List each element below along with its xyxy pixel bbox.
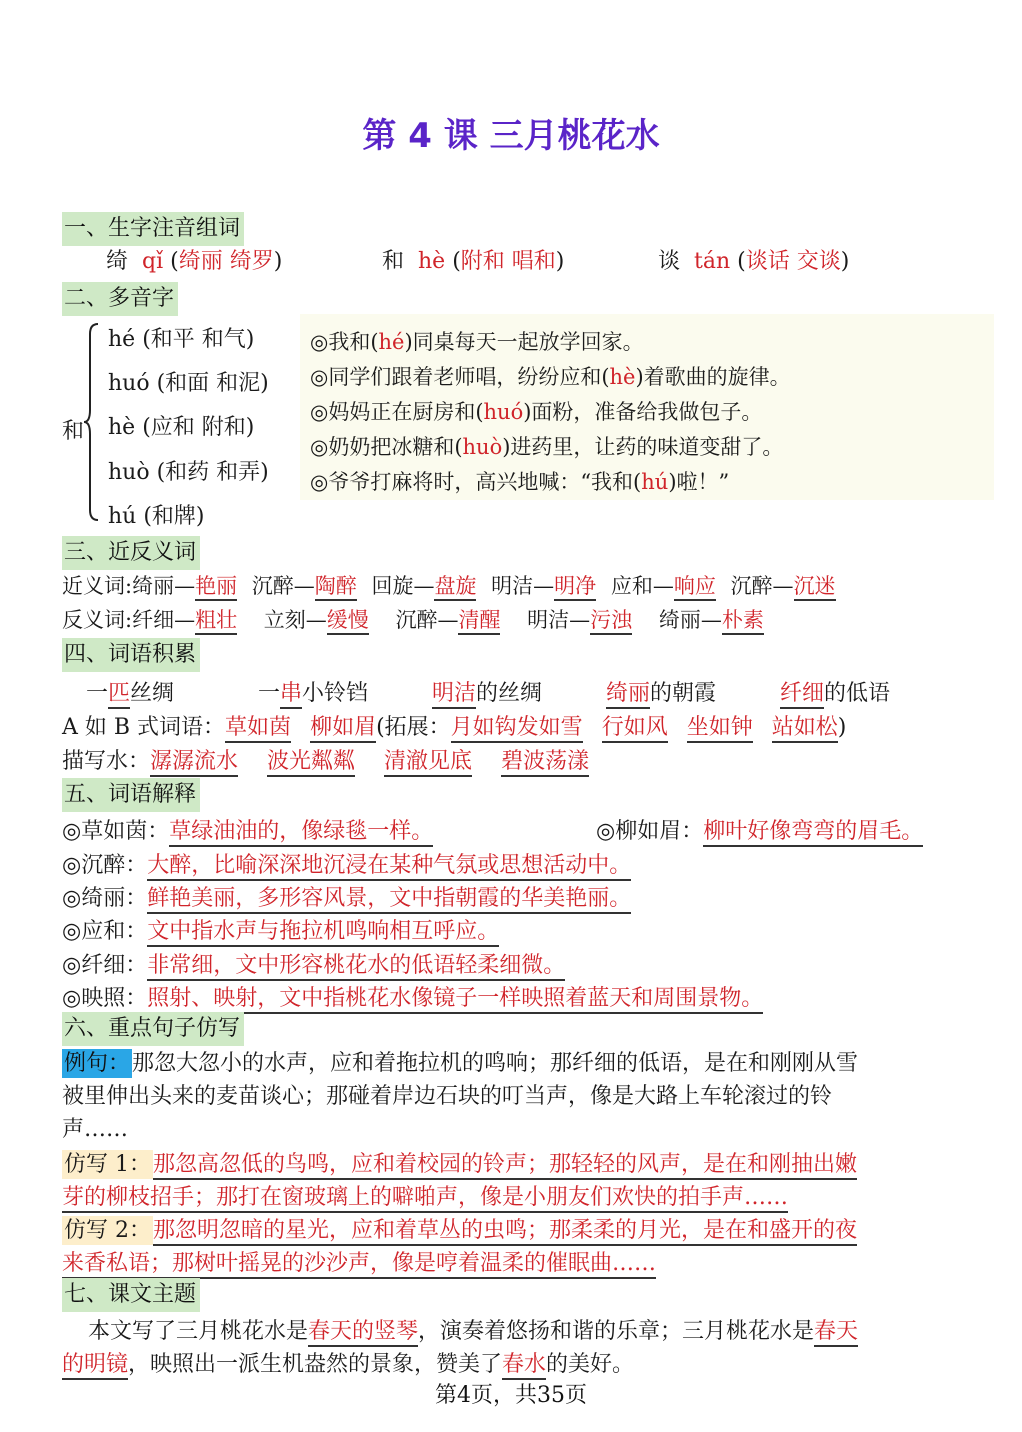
abb-line: A 如 B 式词语：草如茵 柳如眉(拓展：月如钩发如雪 行如风 坐如钟 站如松) xyxy=(62,712,846,744)
zhuti-line-1: 本文写了三月桃花水是春天的竖琴，演奏着悠扬和谐的乐章；三月桃花水是春天 xyxy=(88,1314,858,1345)
jieshi-item-7: ◎映照：照射、映射，文中指桃花水像镜子一样映照着蓝天和周围景物。 xyxy=(62,981,763,1012)
jilei-item-4: 绮丽的朝霞 xyxy=(606,676,716,707)
shengzi-item-2: 和 hè (附和 唱和) xyxy=(382,249,565,274)
duoyin-reading-4: huò (和药 和弄) xyxy=(108,460,269,485)
section-heading-1: 一、生字注音组词 xyxy=(62,212,244,246)
jieshi-item-3: ◎沉醉：大醉，比喻深深地沉浸在某种气氛或思想活动中。 xyxy=(62,848,631,879)
jilei-item-3: 明洁的丝绸 xyxy=(432,676,542,707)
example-line-1: 例句：那忽大忽小的水声，应和着拖拉机的鸣响；那纤细的低语，是在和刚刚从雪 xyxy=(64,1051,859,1076)
section-heading-6: 六、重点句子仿写 xyxy=(62,1012,244,1046)
section-heading-3: 三、近反义词 xyxy=(62,536,200,570)
section-heading-5: 五、词语解释 xyxy=(62,778,200,812)
page-footer: 第4页，共35页 xyxy=(435,1383,587,1408)
jieshi-item-1: ◎草如茵：草绿油油的，像绿毯一样。 xyxy=(62,814,433,845)
example-tag: 例句： xyxy=(64,1051,131,1076)
jieshi-item-6: ◎纤细：非常细，文中形容桃花水的低语轻柔细微。 xyxy=(62,948,565,979)
example-line-2: 被里伸出头来的麦苗谈心；那碰着岸边石块的叮当声，像是大路上车轮滚过的铃 xyxy=(62,1084,833,1109)
duoyin-sentence-2: ◎同学们跟着老师唱，纷纷应和(hè)着歌曲的旋律。 xyxy=(310,365,791,389)
section-heading-4: 四、词语积累 xyxy=(62,638,200,672)
shengzi-item-1: 绮 qǐ (绮丽 绮罗) xyxy=(106,249,283,274)
jieshi-item-2: ◎柳如眉：柳叶好像弯弯的眉毛。 xyxy=(596,814,923,845)
duoyin-reading-2: huó (和面 和泥) xyxy=(108,371,269,396)
water-line: 描写水：潺潺流水 波光粼粼 清澈见底 碧波荡漾 xyxy=(62,746,589,778)
fangxie2-line-2: 来香私语；那树叶摇晃的沙沙声，像是哼着温柔的催眠曲…… xyxy=(62,1246,656,1277)
jilei-item-1: 一匹丝绸 xyxy=(86,676,174,707)
duoyin-reading-5: hú (和牌) xyxy=(108,504,205,529)
duoyin-sentence-4: ◎奶奶把冰糖和(huò)进药里，让药的味道变甜了。 xyxy=(310,435,784,459)
fanyi-line: 反义词:纤细—粗壮 立刻—缓慢 沉醉—清醒 明洁—污浊 绮丽—朴素 xyxy=(62,604,764,636)
brace-icon xyxy=(82,322,102,522)
fangxie2-tag: 仿写 2： xyxy=(64,1218,151,1243)
fangxie1-tag: 仿写 1： xyxy=(64,1152,151,1177)
section-heading-7: 七、课文主题 xyxy=(62,1278,200,1312)
section-heading-2: 二、多音字 xyxy=(62,282,178,316)
fangxie1-line-1: 仿写 1：那忽高忽低的鸟鸣，应和着校园的铃声；那轻轻的风声，是在和刚抽出嫩 xyxy=(62,1147,857,1178)
duoyin-sentence-1: ◎我和(hé)同桌每天一起放学回家。 xyxy=(310,330,644,354)
duoyin-reading-1: hé (和平 和气) xyxy=(108,327,255,352)
shengzi-item-3: 谈 tán (谈话 交谈) xyxy=(658,249,850,274)
jieshi-item-4: ◎绮丽：鲜艳美丽，多形容风景，文中指朝霞的华美艳丽。 xyxy=(62,881,631,912)
duoyin-sentence-3: ◎妈妈正在厨房和(huó)面粉，准备给我做包子。 xyxy=(310,400,763,424)
example-line-3: 声…… xyxy=(62,1117,129,1142)
duoyin-reading-3: hè (应和 附和) xyxy=(108,415,255,440)
duoyin-sentence-5: ◎爷爷打麻将时，高兴地喊：“我和(hú)啦！” xyxy=(310,470,730,494)
page-title: 第 4 课 三月桃花水 xyxy=(362,116,660,156)
jilei-item-2: 一串小铃铛 xyxy=(258,676,368,707)
fangxie2-line-1: 仿写 2：那忽明忽暗的星光，应和着草丛的虫鸣；那柔柔的月光，是在和盛开的夜 xyxy=(62,1213,857,1244)
jinyi-line: 近义词:绮丽—艳丽 沉醉—陶醉 回旋—盘旋 明洁—明净 应和—响应 沉醉—沉迷 xyxy=(62,570,836,602)
zhuti-line-2: 的明镜，映照出一派生机盎然的景象，赞美了春水的美好。 xyxy=(62,1347,634,1378)
jieshi-item-5: ◎应和：文中指水声与拖拉机鸣响相互呼应。 xyxy=(62,914,499,945)
duoyin-sentence-box xyxy=(300,314,994,500)
fangxie1-line-2: 芽的柳枝招手；那打在窗玻璃上的噼啪声，像是小朋友们欢快的拍手声…… xyxy=(62,1180,788,1211)
jilei-item-5: 纤细的低语 xyxy=(780,676,890,707)
duoyin-char: 和 xyxy=(62,419,85,444)
